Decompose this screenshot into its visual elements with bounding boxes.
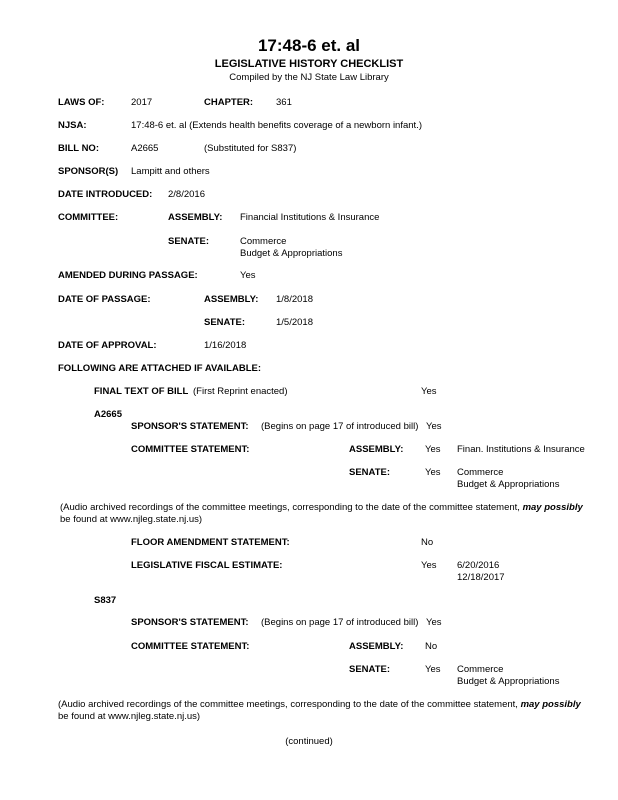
s837-heading: S837 xyxy=(94,595,117,606)
a2665-assembly-label: ASSEMBLY: xyxy=(349,444,404,455)
final-text-note: (First Reprint enacted) xyxy=(193,386,288,397)
bill-no-note: (Substituted for S837) xyxy=(204,143,297,154)
s837-senate-line1: Commerce xyxy=(457,664,504,675)
a2665-fiscal-date1: 6/20/2016 xyxy=(457,560,500,571)
s837-senate-label: SENATE: xyxy=(349,664,390,675)
attached-heading: FOLLOWING ARE ATTACHED IF AVAILABLE: xyxy=(58,363,261,374)
a2665-sponsor-value: Yes xyxy=(426,421,442,432)
s837-sponsor-value: Yes xyxy=(426,617,442,628)
passage-label: DATE OF PASSAGE: xyxy=(58,294,151,305)
approval-value: 1/16/2018 xyxy=(204,340,247,351)
audio-note-2 xyxy=(58,699,603,723)
s837-sponsor-label: SPONSOR'S STATEMENT: xyxy=(131,617,249,628)
committee-senate-label: SENATE: xyxy=(168,236,209,247)
final-text-value: Yes xyxy=(421,386,437,397)
a2665-sponsor-note: (Begins on page 17 of introduced bill) xyxy=(261,421,419,432)
compiled-by: Compiled by the NJ State Law Library xyxy=(229,72,389,83)
continued-note: (continued) xyxy=(285,736,333,747)
committee-senate-line1: Commerce xyxy=(240,236,287,247)
date-introduced-label: DATE INTRODUCED: xyxy=(58,189,153,200)
a2665-floor-label: FLOOR AMENDMENT STATEMENT: xyxy=(131,537,290,548)
page-subtitle: LEGISLATIVE HISTORY CHECKLIST xyxy=(214,58,404,70)
s837-senate-value: Yes xyxy=(425,664,441,675)
a2665-senate-line2: Budget & Appropriations xyxy=(457,479,560,490)
a2665-fiscal-date2: 12/18/2017 xyxy=(457,572,505,583)
laws-of-label: LAWS OF: xyxy=(58,97,105,108)
date-introduced-value: 2/8/2016 xyxy=(168,189,205,200)
amended-value: Yes xyxy=(240,270,256,281)
s837-senate-line2: Budget & Appropriations xyxy=(457,676,560,687)
njsa-value: 17:48-6 et. al (Extends health benefits coverage of a newborn infant.) xyxy=(131,120,422,131)
a2665-heading: A2665 xyxy=(94,409,122,420)
final-text-label: FINAL TEXT OF BILL xyxy=(94,386,189,397)
a2665-fiscal-label: LEGISLATIVE FISCAL ESTIMATE: xyxy=(131,560,283,571)
passage-assembly-value: 1/8/2018 xyxy=(276,294,313,305)
a2665-fiscal-value: Yes xyxy=(421,560,437,571)
audio-note-1-emphasis: may possibly xyxy=(522,502,583,513)
chapter-label: CHAPTER: xyxy=(204,97,254,108)
audio-note-1-text: (Audio archived recordings of the committee meetings, corresponding to the date of the committee statement, xyxy=(60,502,520,513)
sponsors-label: SPONSOR(S) xyxy=(58,166,119,177)
committee-assembly-label: ASSEMBLY: xyxy=(168,212,223,223)
s837-sponsor-note: (Begins on page 17 of introduced bill) xyxy=(261,617,419,628)
passage-senate-value: 1/5/2018 xyxy=(276,317,313,328)
passage-senate-label: SENATE: xyxy=(204,317,245,328)
a2665-senate-label: SENATE: xyxy=(349,467,390,478)
bill-no-value: A2665 xyxy=(131,143,159,154)
page-title: 17:48-6 et. al xyxy=(257,36,361,55)
approval-label: DATE OF APPROVAL: xyxy=(58,340,157,351)
sponsors-value: Lampitt and others xyxy=(131,166,210,177)
audio-note-2-text2: be found at www.njleg.state.nj.us) xyxy=(58,711,201,722)
a2665-assembly-value: Yes xyxy=(425,444,441,455)
a2665-assembly-committee: Finan. Institutions & Insurance xyxy=(457,444,585,455)
laws-of-year: 2017 xyxy=(131,97,153,108)
amended-label: AMENDED DURING PASSAGE: xyxy=(58,270,198,281)
committee-assembly-value: Financial Institutions & Insurance xyxy=(240,212,380,223)
chapter-value: 361 xyxy=(276,97,292,108)
s837-assembly-value: No xyxy=(425,641,438,652)
audio-note-1-text2: be found at www.njleg.state.nj.us) xyxy=(60,514,203,525)
audio-note-2-text: (Audio archived recordings of the committee meetings, corresponding to the date of the committee statement, xyxy=(58,699,518,710)
audio-note-1 xyxy=(60,502,605,526)
a2665-floor-value: No xyxy=(421,537,434,548)
a2665-sponsor-label: SPONSOR'S STATEMENT: xyxy=(131,421,249,432)
s837-committee-label: COMMITTEE STATEMENT: xyxy=(131,641,250,652)
s837-assembly-label: ASSEMBLY: xyxy=(349,641,404,652)
committee-senate-line2: Budget & Appropriations xyxy=(240,248,343,259)
bill-no-label: BILL NO: xyxy=(58,143,99,154)
committee-label: COMMITTEE: xyxy=(58,212,119,223)
a2665-senate-line1: Commerce xyxy=(457,467,504,478)
njsa-label: NJSA: xyxy=(58,120,87,131)
audio-note-2-emphasis: may possibly xyxy=(520,699,581,710)
passage-assembly-label: ASSEMBLY: xyxy=(204,294,259,305)
a2665-committee-label: COMMITTEE STATEMENT: xyxy=(131,444,250,455)
a2665-senate-value: Yes xyxy=(425,467,441,478)
